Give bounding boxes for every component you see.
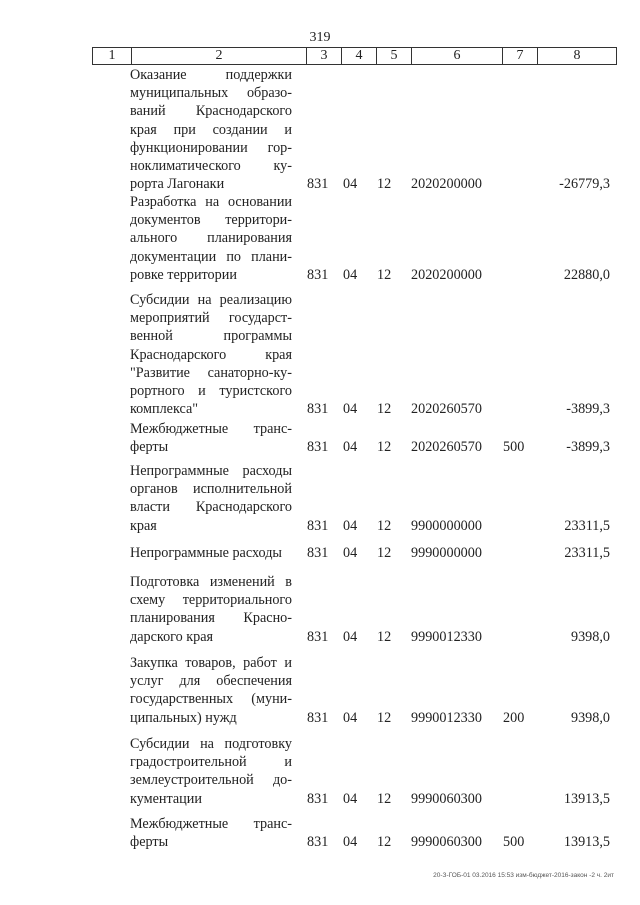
- cell-col-3: 831: [307, 439, 329, 456]
- table-row: [0, 66, 640, 193]
- cell-col-5: 12: [377, 709, 392, 726]
- column-header: 4: [342, 48, 377, 65]
- column-header: 7: [503, 48, 538, 65]
- description-line: ноклиматического ку-: [130, 158, 292, 175]
- cell-col-6: 9990000000: [411, 545, 482, 561]
- description-line: землеустроительной до-: [130, 772, 292, 789]
- cell-col-8: 9398,0: [570, 709, 610, 726]
- cell-col-4: 04: [343, 834, 358, 851]
- description-line: ваний Краснодарского: [130, 103, 292, 120]
- cell-col-6: 9900000000: [411, 517, 482, 534]
- cell-col-4: 04: [343, 709, 358, 726]
- cell-col-6: 2020260570: [411, 439, 482, 456]
- description-line: документов территори-: [130, 212, 292, 229]
- description-line: ципальных) нужд: [130, 709, 237, 726]
- cell-col-8: 9398,0: [570, 628, 610, 645]
- cell-col-5: 12: [377, 517, 392, 534]
- description-line: ферты: [130, 834, 169, 851]
- cell-col-5: 12: [377, 628, 392, 645]
- cell-col-7: 500: [503, 834, 525, 851]
- table-row: [0, 735, 640, 808]
- cell-col-5: 12: [377, 401, 392, 418]
- row-description: [130, 573, 292, 646]
- cell-col-3: 831: [307, 834, 329, 851]
- cell-col-5: 12: [377, 790, 392, 807]
- description-line: рортного и туристского: [130, 383, 292, 400]
- cell-col-5: 12: [377, 176, 392, 193]
- cell-col-4: 04: [343, 266, 358, 283]
- cell-col-3: 831: [307, 517, 329, 534]
- cell-col-5: 12: [377, 545, 392, 561]
- column-header: 5: [377, 48, 412, 65]
- cell-col-3: 831: [307, 266, 329, 283]
- description-line: кументации: [130, 790, 202, 807]
- table-row: [0, 654, 640, 727]
- description-line: услуг для обеспечения: [130, 673, 292, 690]
- description-line: Краснодарского края: [130, 346, 292, 363]
- description-line: "Развитие санаторно-ку-: [130, 364, 292, 381]
- table-row: [0, 573, 640, 646]
- cell-col-8: -3899,3: [566, 439, 610, 456]
- cell-col-4: 04: [343, 401, 358, 418]
- cell-col-7: 500: [503, 439, 525, 456]
- cell-col-4: 04: [343, 790, 358, 807]
- cell-col-6: 9990012330: [411, 628, 482, 645]
- row-description: [130, 654, 292, 727]
- description-line: ального планирования: [130, 230, 292, 247]
- cell-col-6: 9990060300: [411, 834, 482, 851]
- column-header: 6: [412, 48, 503, 65]
- cell-col-8: -3899,3: [566, 401, 610, 418]
- cell-col-3: 831: [307, 401, 329, 418]
- column-header: 8: [538, 48, 617, 65]
- description-line: Закупка товаров, работ и: [130, 655, 292, 671]
- table-row: [0, 544, 640, 562]
- description-line: мероприятий государст-: [130, 310, 292, 327]
- cell-col-3: 831: [307, 790, 329, 807]
- description-line: ровке территории: [130, 266, 237, 283]
- description-line: функционировании гор-: [130, 139, 292, 156]
- description-line: муниципальных образо-: [130, 85, 292, 102]
- cell-col-6: 2020260570: [411, 401, 482, 418]
- row-description: [130, 815, 292, 851]
- description-line: схему территориального: [130, 592, 292, 609]
- page-number: 319: [309, 30, 331, 45]
- cell-col-5: 12: [377, 439, 392, 456]
- description-line: края при создании и: [130, 121, 292, 138]
- cell-col-8: 23311,5: [564, 517, 610, 534]
- cell-col-3: 831: [307, 545, 329, 561]
- cell-col-4: 04: [343, 628, 358, 645]
- cell-col-6: 2020200000: [411, 266, 482, 283]
- cell-col-3: 831: [307, 628, 329, 645]
- cell-col-6: 9990060300: [411, 790, 482, 807]
- description-line: венной программы: [130, 328, 292, 345]
- description-line: Оказание поддержки: [130, 67, 292, 83]
- description-line: Субсидии на подготовку: [130, 736, 292, 752]
- cell-col-7: 200: [503, 709, 525, 726]
- cell-col-8: 13913,5: [563, 790, 610, 807]
- row-description: [130, 66, 292, 193]
- cell-col-4: 04: [343, 545, 358, 561]
- description-line: планирования Красно-: [130, 610, 292, 627]
- cell-col-8: 22880,0: [563, 266, 610, 283]
- cell-col-3: 831: [307, 709, 329, 726]
- description-line: Межбюджетные транс-: [130, 421, 292, 437]
- table-row: [0, 291, 640, 418]
- table-row: [0, 193, 640, 284]
- description-line: Непрограммные расходы: [130, 545, 282, 561]
- cell-col-4: 04: [343, 439, 358, 456]
- table-row: [0, 420, 640, 456]
- description-line: края: [130, 517, 157, 534]
- cell-col-5: 12: [377, 834, 392, 851]
- row-description: [130, 291, 292, 418]
- description-line: дарского края: [130, 628, 214, 645]
- column-header-row: [92, 47, 617, 65]
- cell-col-4: 04: [343, 176, 358, 193]
- description-line: документации по плани-: [130, 248, 292, 265]
- cell-col-4: 04: [343, 517, 358, 534]
- description-line: градостроительной и: [130, 754, 292, 771]
- cell-col-6: 2020200000: [411, 176, 482, 193]
- description-line: государственных (муни-: [130, 691, 292, 708]
- column-header: 1: [93, 48, 132, 65]
- cell-col-8: -26779,3: [559, 176, 610, 193]
- table-row: [0, 462, 640, 535]
- row-description: [130, 193, 292, 284]
- description-line: комплекса": [130, 401, 199, 418]
- row-description: [130, 462, 292, 535]
- description-line: ферты: [130, 439, 169, 456]
- row-description: [130, 544, 292, 562]
- description-line: Подготовка изменений в: [130, 574, 292, 590]
- row-description: [130, 420, 292, 456]
- description-line: Разработка на основании: [130, 194, 292, 210]
- cell-col-8: 13913,5: [563, 834, 610, 851]
- row-description: [130, 735, 292, 808]
- description-line: Субсидии на реализацию: [130, 292, 292, 308]
- description-line: рорта Лагонаки: [130, 176, 225, 193]
- cell-col-6: 9990012330: [411, 709, 482, 726]
- description-line: Межбюджетные транс-: [130, 816, 292, 832]
- cell-col-5: 12: [377, 266, 392, 283]
- column-header: 2: [132, 48, 307, 65]
- description-line: органов исполнительной: [130, 481, 292, 498]
- cell-col-3: 831: [307, 176, 329, 193]
- column-header: 3: [307, 48, 342, 65]
- footer-note: 20-З-ГОБ-01 03.2016 15:53 изм-бюджет-2016-закон -2 ч. 2ит: [433, 872, 614, 879]
- description-line: Непрограммные расходы: [130, 463, 292, 479]
- table-row: [0, 815, 640, 851]
- cell-col-8: 23311,5: [564, 545, 610, 561]
- description-line: власти Краснодарского: [130, 499, 292, 516]
